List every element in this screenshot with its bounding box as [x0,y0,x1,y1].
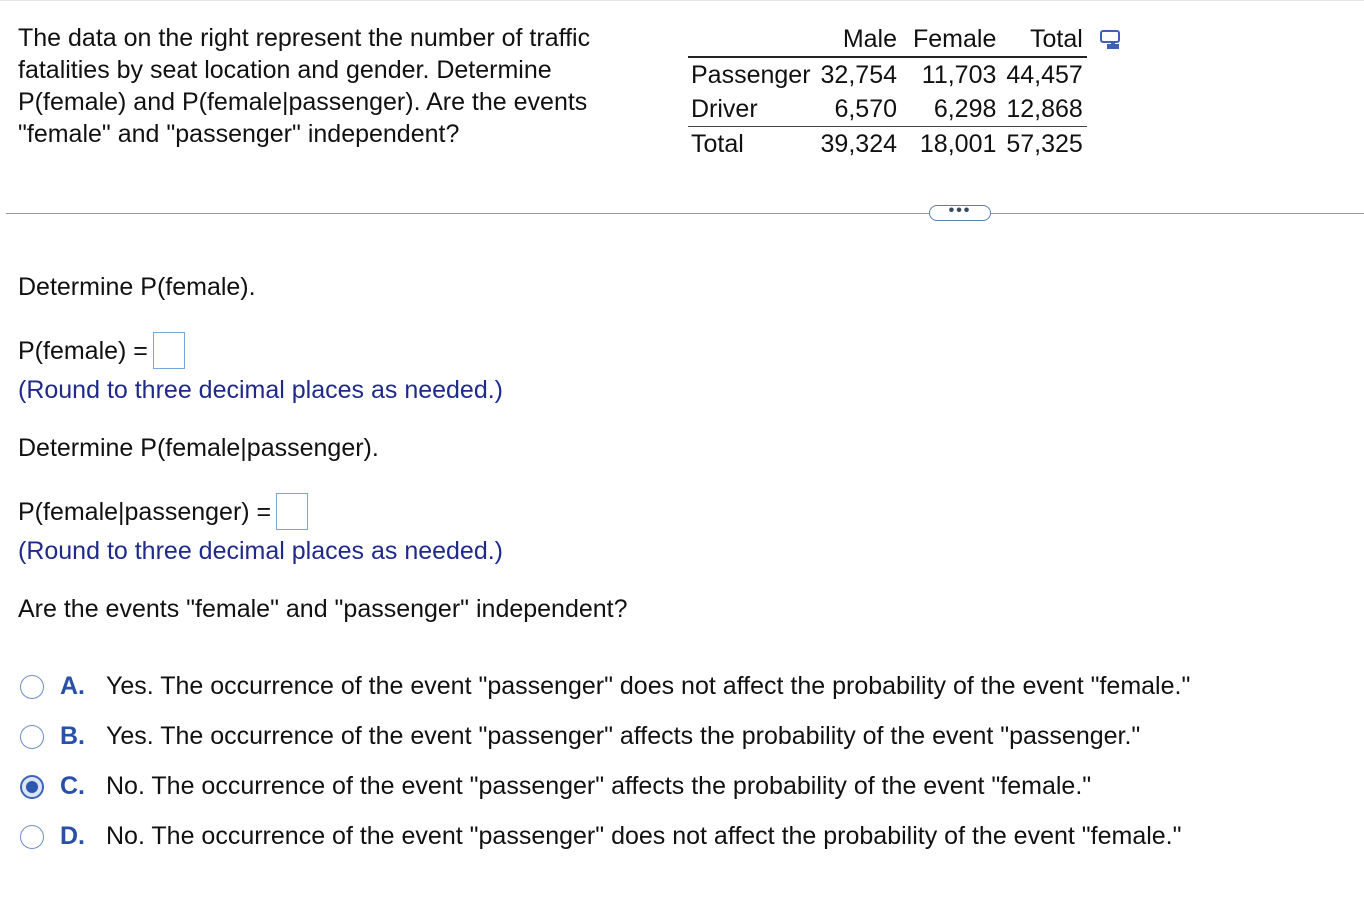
col-header-female: Female [901,22,1000,57]
cell-male: 32,754 [820,60,897,89]
p-female-given-passenger-input[interactable] [276,493,308,530]
choice-b-text: Yes. The occurrence of the event "passenger" affects the probability of the event "passenger." [106,722,1141,750]
cell-male: 39,324 [820,129,897,158]
row-label: Passenger [691,60,811,89]
cell-total: 57,325 [1006,129,1083,158]
choice-c[interactable] [20,772,1091,801]
cell-female: 11,703 [921,60,997,89]
q2-prompt: Determine P(female|passenger). [18,434,379,462]
choice-b-letter: B. [60,722,85,750]
cell-female: 6,298 [901,92,1000,127]
cell-total: 44,457 [1006,60,1083,89]
q1-rounding-hint: (Round to three decimal places as needed.) [18,376,504,404]
cell-total: 12,868 [1000,92,1086,127]
choice-b[interactable] [20,722,1140,751]
choice-d-text: No. The occurrence of the event "passenger" does not affect the probability of the event "female." [106,822,1182,850]
table-row-total [688,127,1087,162]
table-row-driver [688,92,1087,127]
choice-a-text: Yes. The occurrence of the event "passenger" does not affect the probability of the event "female." [106,672,1191,700]
cell-female: 18,001 [919,129,997,158]
ellipsis-icon: ••• [948,202,972,219]
choice-c-text: No. The occurrence of the event "passenger" affects the probability of the event "female." [106,772,1092,800]
radio-d[interactable] [20,825,44,849]
expand-more-button[interactable] [929,202,991,221]
table-header-row [688,22,1087,57]
choice-c-letter: C. [60,772,85,800]
col-header-total: Total [1000,22,1086,57]
q2-rounding-hint: (Round to three decimal places as needed.) [18,537,504,565]
radio-dot [26,781,38,793]
problem-statement: The data on the right represent the number of traffic fatalities by seat location and gender. Determine P(female) and P(female|passenger). Are the events "female" and "passenger" independent? [18,24,591,148]
fatalities-table [688,22,1087,161]
row-label: Total [691,129,744,158]
q3-prompt: Are the events "female" and "passenger" independent? [18,595,628,623]
choice-a-letter: A. [60,672,85,700]
choice-a[interactable] [20,672,1190,701]
q1-prompt: Determine P(female). [18,273,256,301]
top-rule [0,0,1364,1]
choice-d[interactable] [20,822,1182,851]
table-corner [688,22,815,57]
table-row-passenger [688,57,1087,92]
q1-equation-row [18,332,185,369]
q2-equation-row [18,493,308,530]
p-female-input[interactable] [153,332,185,369]
choice-d-letter: D. [60,822,85,850]
col-header-male: Male [815,22,901,57]
radio-b[interactable] [20,725,44,749]
q1-equation-label: P(female) = [18,336,148,365]
cell-male: 6,570 [815,92,901,127]
section-divider [6,213,1364,214]
radio-c-selected[interactable] [20,775,44,799]
q2-equation-label: P(female|passenger) = [18,497,272,526]
copy-icon[interactable] [1099,29,1123,51]
radio-a[interactable] [20,675,44,699]
row-label: Driver [688,92,815,127]
